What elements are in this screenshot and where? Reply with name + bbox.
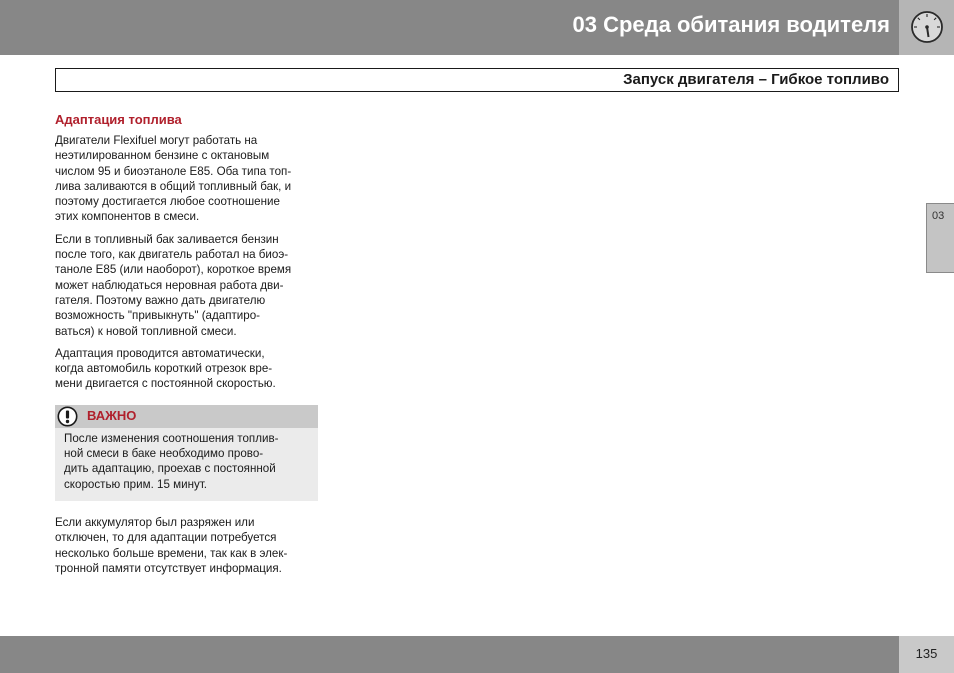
important-note-text: После изменения соотношения топлив- ной смеси в баке необходимо прово- дить адаптацию, проехав с постоянной скоростью прим. 15 минут. [64,431,279,491]
paragraph: Адаптация проводится автоматически, когда автомобиль короткий отрезок вре- мени двигается с постоянной скоростью. [55,346,276,391]
bottom-footer-bar [0,636,954,673]
subsection-heading: Адаптация топлива [55,112,182,127]
gauge-icon [909,9,945,45]
paragraph: Если аккумулятор был разряжен или отключен, то для адаптации потребуется несколько больше времени, так как в элек- тронной памяти отсутствует информация. [55,515,288,575]
paragraph: Двигатели Flexifuel могут работать на неэтилированном бензине с октановым числом 95 и биоэтаноле E85. Оба типа топ- лива заливаются в общий топливный бак, и поэтому достигается любое соотношение этих компонентов в смеси. [55,134,292,224]
top-header-bar [0,0,954,55]
chapter-icon-box [899,0,954,55]
section-title: Запуск двигателя – Гибкое топливо [623,71,889,88]
chapter-title: 03 Среда обитания водителя [572,12,890,37]
important-note-header [55,405,318,428]
section-header [55,68,899,92]
paragraph: Если в топливный бак заливается бензин после того, как двигатель работал на биоэ- таноле E85 (или наоборот), короткое время может наблюдаться неровная работа дви- гателя. Поэтому важно дать двигателю возможность "привыкнуть" (адаптиро- ваться) к новой топливной смеси. [55,232,292,338]
page-number-box [899,636,954,673]
main-content [55,112,320,583]
warning-icon [57,406,78,427]
page-number: 135 [915,646,938,661]
important-label: ВАЖНО [87,407,137,423]
chapter-side-tab[interactable] [926,203,954,273]
important-note [55,405,318,501]
chapter-side-tab-label: 03 [932,210,945,222]
